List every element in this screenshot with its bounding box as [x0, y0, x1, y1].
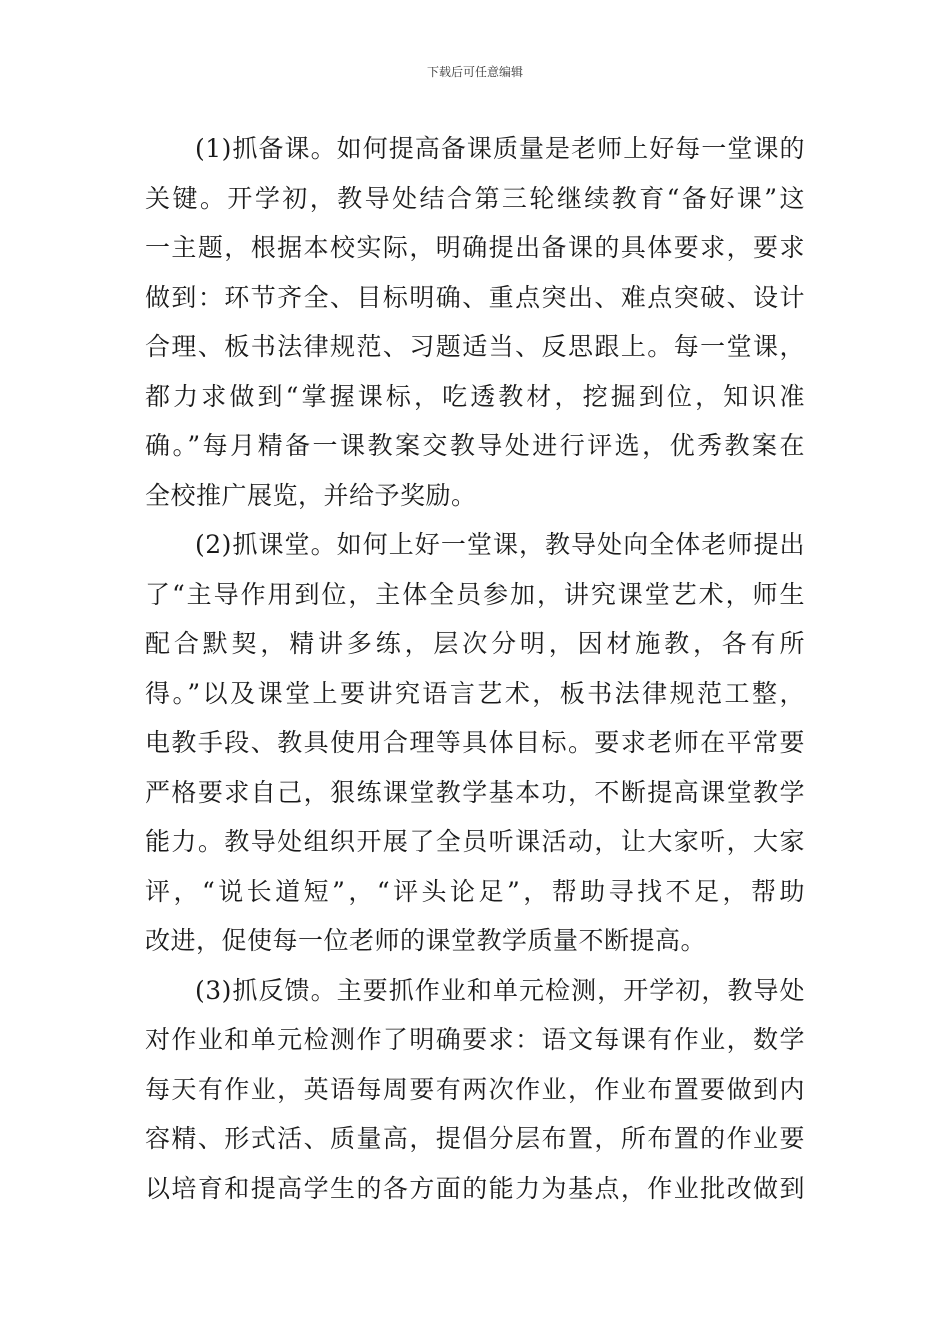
text-line: 以培育和提高学生的各方面的能力为基点，作业批改做到: [145, 1173, 805, 1203]
text-line: 合理、板书法律规范、习题适当、反思跟上。每一堂课，: [145, 332, 805, 361]
text-line: 都力求做到“掌握课标，吃透教材，挖掘到位，知识准: [145, 381, 805, 411]
paragraph-beike: [145, 124, 805, 520]
text-line: 配合默契，精讲多练，层次分明，因材施教，各有所: [145, 629, 805, 658]
text-line: 能力。教导处组织开展了全员听课活动，让大家听，大家: [145, 827, 805, 856]
text-line: (3)抓反馈。主要抓作业和单元检测，开学初，教导处: [195, 975, 805, 1005]
text-line: 对作业和单元检测作了明确要求：语文每课有作业，数学: [145, 1025, 805, 1054]
text-line: 确。”每月精备一课教案交教导处进行评选，优秀教案在: [145, 431, 805, 460]
text-line: 一主题，根据本校实际，明确提出备课的具体要求，要求: [145, 233, 805, 262]
text-line: 了“主导作用到位，主体全员参加，讲究课堂艺术，师生: [145, 579, 805, 609]
text-line: 容精、形式活、质量高，提倡分层布置，所布置的作业要: [145, 1124, 805, 1153]
text-line: 做到：环节齐全、目标明确、重点突出、难点突破、设计: [145, 282, 805, 312]
text-line: 评，“说长道短”，“评头论足”，帮助寻找不足，帮助: [145, 876, 805, 906]
text-line: (2)抓课堂。如何上好一堂课，教导处向全体老师提出: [195, 530, 805, 559]
text-line: 得。”以及课堂上要讲究语言艺术，板书法律规范工整，: [145, 678, 805, 708]
text-line: 每天有作业，英语每周要有两次作业，作业布置要做到内: [145, 1074, 805, 1104]
text-line: 电教手段、教具使用合理等具体目标。要求老师在平常要: [145, 728, 805, 757]
text-line: 严格要求自己，狠练课堂教学基本功，不断提高课堂教学: [145, 777, 805, 807]
document-body: [145, 124, 805, 1213]
paragraph-ketang: [145, 520, 805, 966]
text-line: 关键。开学初，教导处结合第三轮继续教育“备好课”这: [145, 183, 805, 213]
page-header: 下载后可任意编辑: [426, 65, 523, 79]
text-line: 改进，促使每一位老师的课堂教学质量不断提高。: [145, 926, 707, 955]
text-line: 全校推广展览，并给予奖励。: [145, 480, 477, 510]
text-line: (1)抓备课。如何提高备课质量是老师上好每一堂课的: [195, 134, 805, 163]
paragraph-fankui: [145, 966, 805, 1214]
